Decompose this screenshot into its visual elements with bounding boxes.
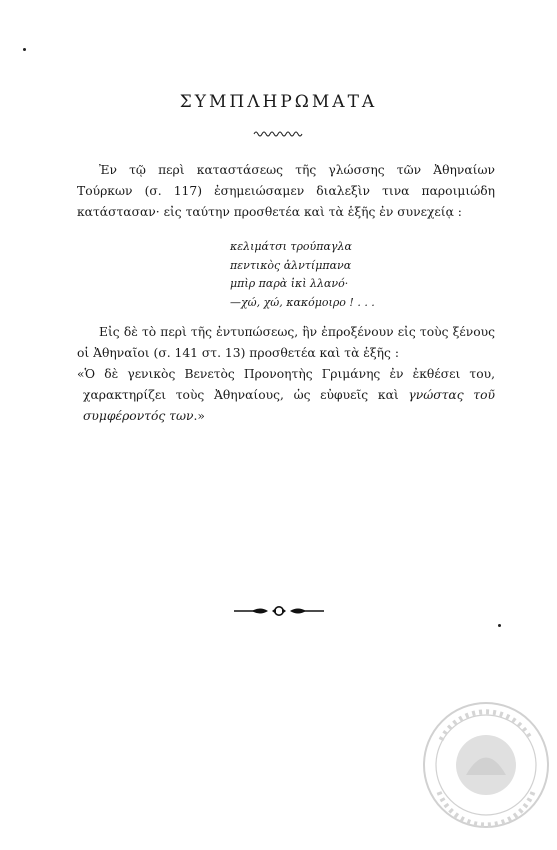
paragraph-impressions (77, 322, 495, 427)
end-ornament (232, 604, 326, 618)
verse-line: μπὶρ παρὰ ἰκὶ λλανό· (230, 277, 349, 290)
print-speck (498, 624, 501, 627)
verse-block (230, 238, 375, 312)
quotation-end: .» (193, 409, 205, 423)
paragraph-intro (77, 160, 495, 223)
verse-line: κελιμάτσι τρούπαγλα (230, 240, 352, 253)
quotation-emphasis: γνώστας τοῦ συμφέροντός των (83, 388, 495, 423)
quotation (77, 364, 495, 427)
paragraph-intro-text: Ἐν τῷ περὶ καταστάσεως τῆς γλώσσης τῶν Ἀθηναίων Τούρκων (σ. 117) ἐσημειώσαμεν διαλεξὶν τινα παροιμιώδη κατάστασαν· εἰς ταύτην προσθετέα καὶ τὰ ἑξῆς ἐν συνεχείᾳ : (77, 163, 495, 219)
library-stamp-seal (421, 700, 551, 830)
quotation-text: «Ὁ δὲ γενικὸς Βενετὸς Προνοητὴς Γριμάνης ἐν ἐκθέσει του, χαρακτηρίζει τοὺς Ἀθηναίους, ὡς εὐφυεῖς καὶ (77, 367, 495, 402)
verse-line: —χώ, χώ, κακόμοιρο ! . . . (230, 295, 375, 309)
print-speck (23, 48, 26, 51)
paragraph-impressions-text: Εἰς δὲ τὸ περὶ τῆς ἐντυπώσεως, ἣν ἐπροξένουν εἰς τοὺς ξένους οἱ Ἀθηναῖοι (σ. 141 στ. 13) προσθετέα καὶ τὰ ἑξῆς : (77, 325, 495, 360)
verse-line: πεντικὸς ἀλντίμπανα (230, 258, 352, 272)
page-title: ΣΥΜΠΛΗΡΩΜΑΤΑ (179, 92, 378, 112)
title-underline-ornament (253, 128, 305, 138)
